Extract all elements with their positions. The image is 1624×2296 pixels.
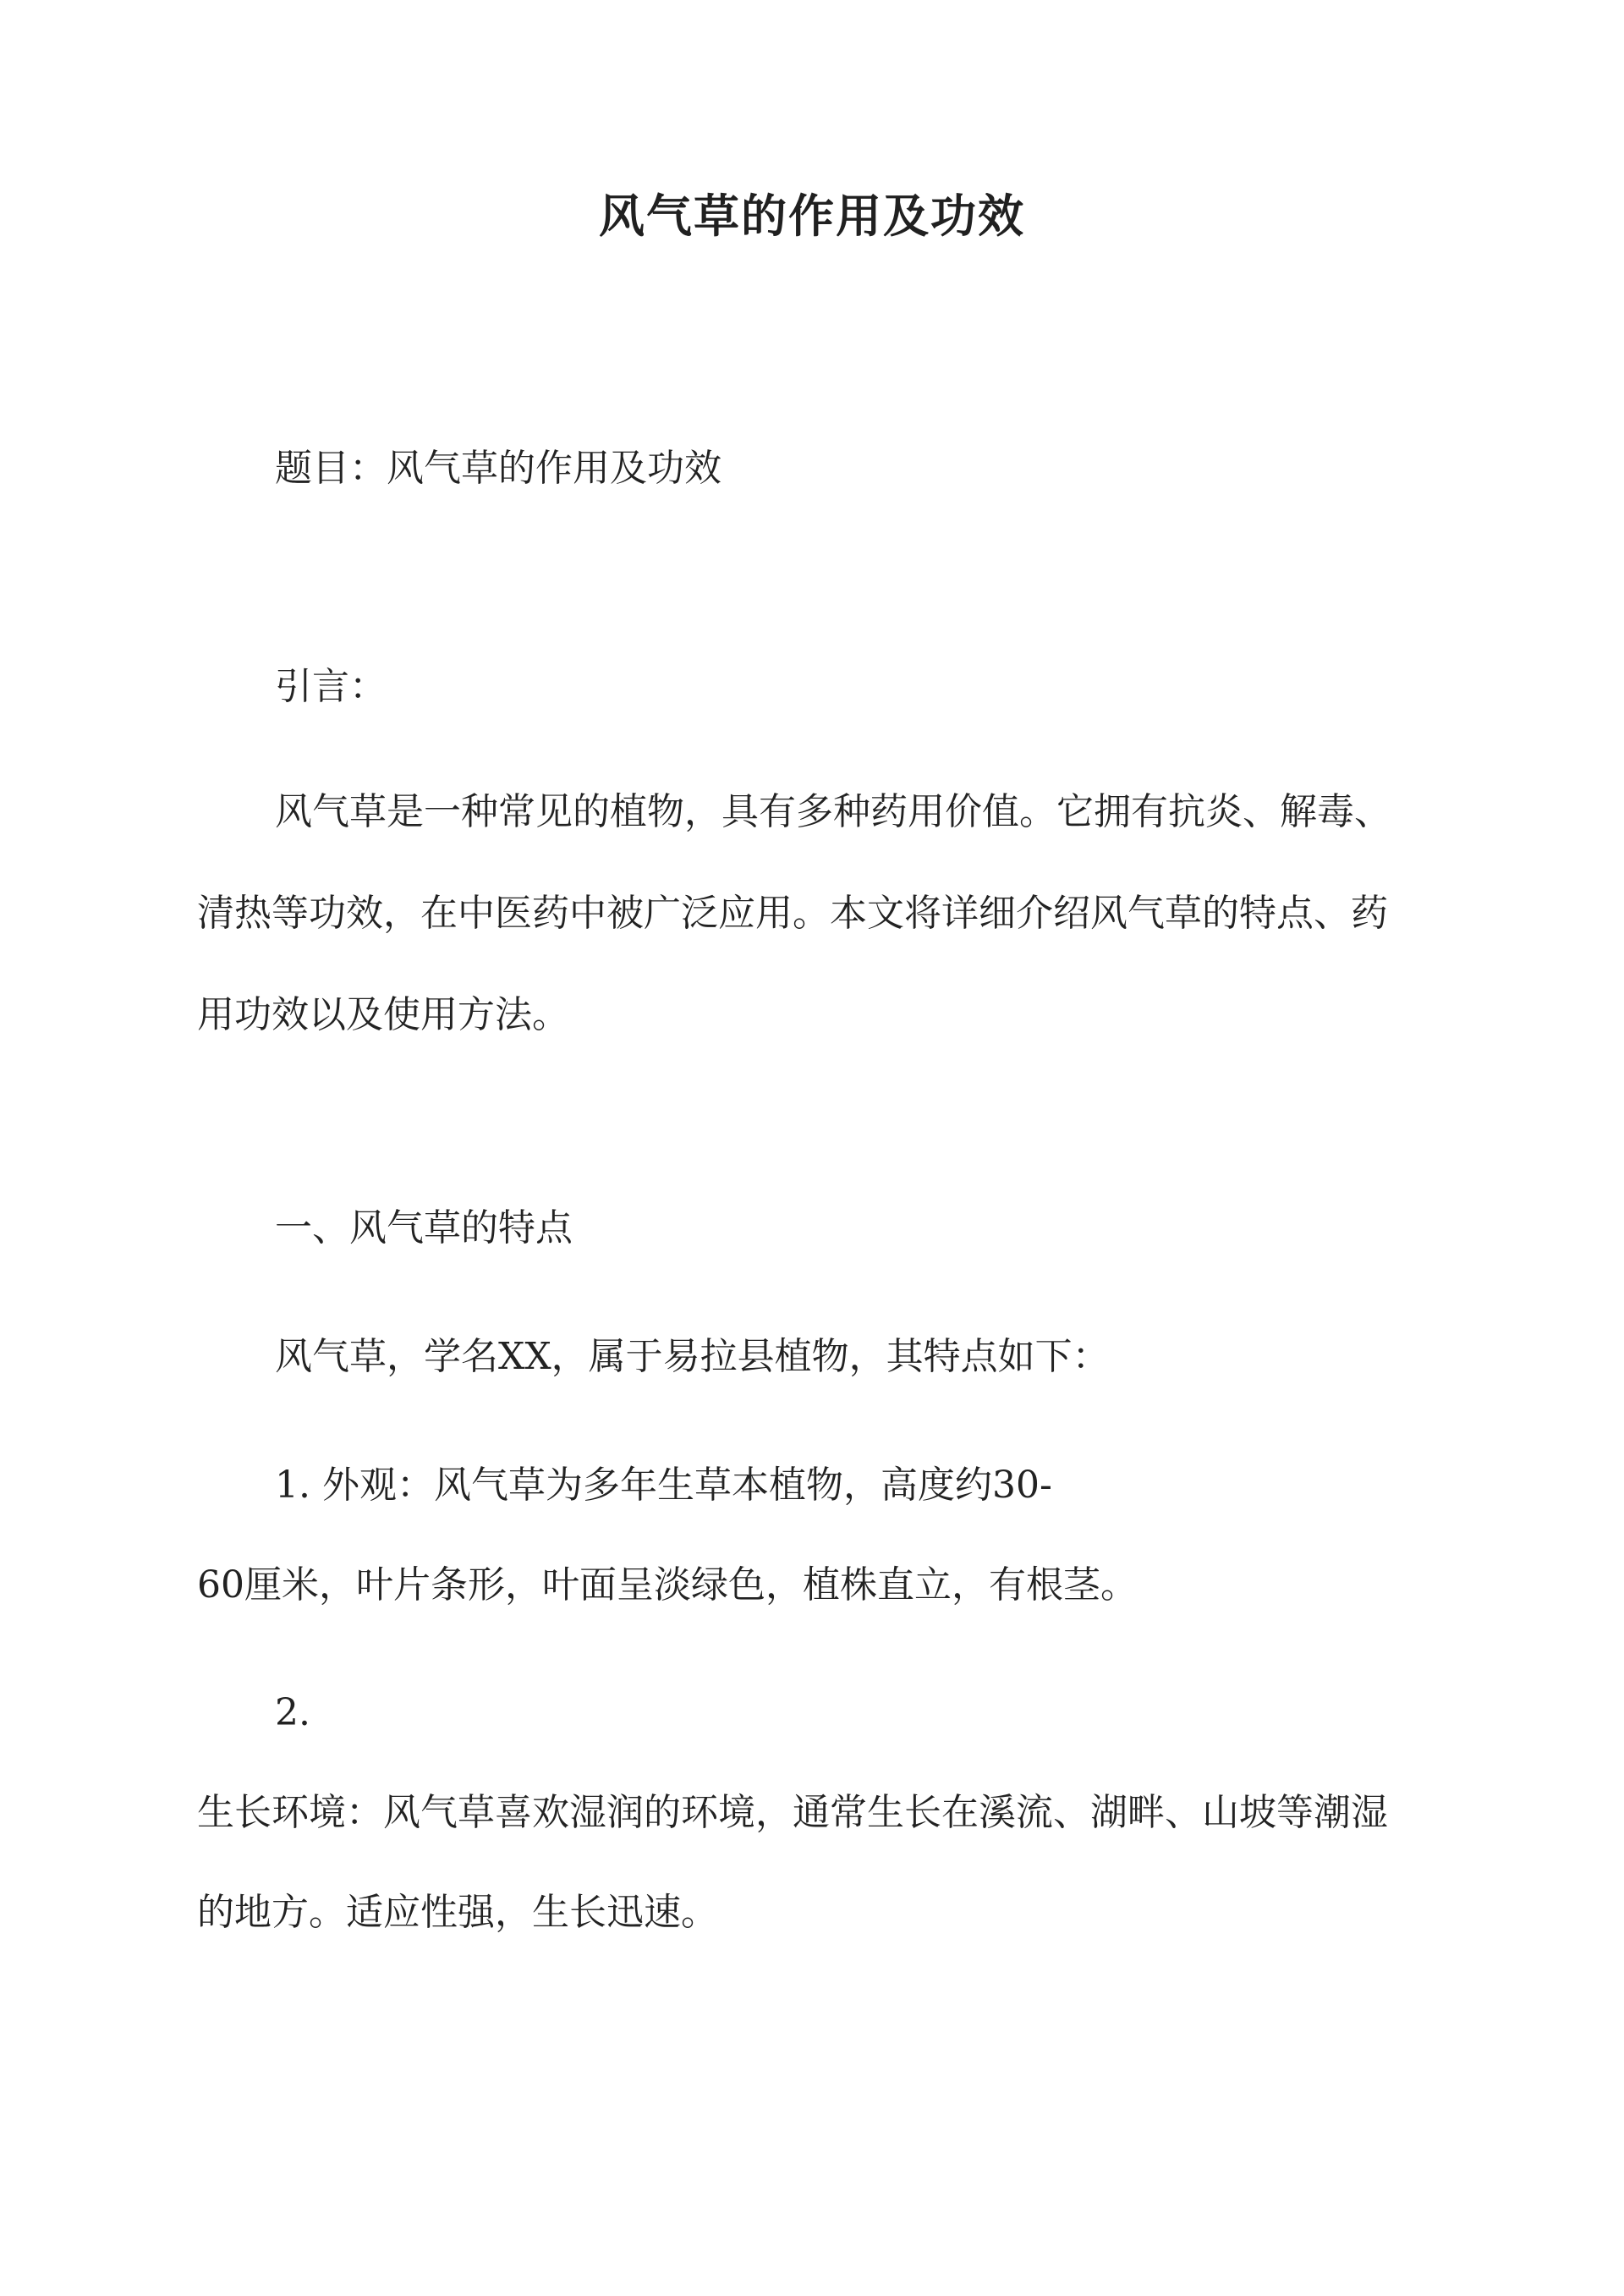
intro-paragraph-line-1: 风气草是一种常见的植物，具有多种药用价值。它拥有抗炎、解毒、 xyxy=(275,790,1391,833)
intro-heading: 引言： xyxy=(275,665,387,708)
item-2-line-2: 的地方。适应性强，生长迅速。 xyxy=(197,1891,718,1934)
section-1-intro: 风气草，学名XX，属于易拉县植物，其特点如下： xyxy=(275,1335,1110,1378)
document-title: 风气草的作用及功效 xyxy=(599,189,1025,243)
item-2-number: 2. xyxy=(275,1691,310,1734)
subject-line: 题目：风气草的作用及功效 xyxy=(275,447,721,490)
section-1-heading: 一、风气草的特点 xyxy=(275,1206,573,1250)
intro-paragraph-line-3: 用功效以及使用方法。 xyxy=(197,993,569,1036)
intro-paragraph-line-2: 清热等功效，在中医药中被广泛应用。本文将详细介绍风气草的特点、药 xyxy=(197,892,1388,935)
item-1-line-2: 60厘米，叶片条形，叶面呈淡绿色，植株直立，有根茎。 xyxy=(197,1563,1138,1607)
item-1-line-1: 1. 外观：风气草为多年生草本植物，高度约30- xyxy=(275,1464,1052,1507)
item-2-line-1: 生长环境：风气草喜欢湿润的环境，通常生长在溪流、湖畔、山坡等潮湿 xyxy=(197,1791,1388,1834)
